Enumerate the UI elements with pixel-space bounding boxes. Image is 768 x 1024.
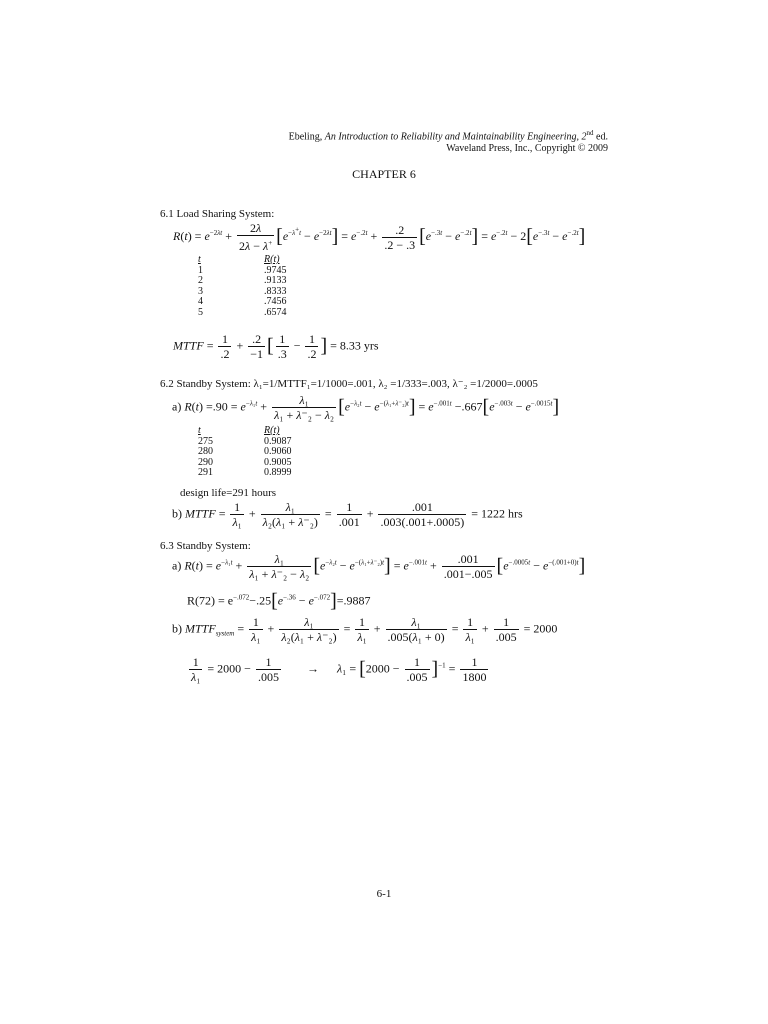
table-cell: 0.8999 <box>264 467 292 478</box>
table-cell: 4 <box>198 296 203 307</box>
table-cell: 290 <box>198 456 213 468</box>
table-cell: 0.9005 <box>264 456 292 468</box>
part-label: a) <box>172 558 182 573</box>
table-header-rt: R(t) <box>264 425 280 436</box>
equation-6-3a: a) $R(t) = e^{-\lambda_1t}$ + $\frac{\text{λ₁}}{\text{λ₁ + λ⁻₂ − λ₂}}$ $[e^{-\lambda_2t} - e^{-(\lambda_1+\lambda^-_2)t}] = e^{-.001t}$ + $\frac{.001}{.001-.005}$ $[e^{-.0005t} - e^{-(.001+0)t}]$ <box>172 552 586 581</box>
section-6-1-heading: 6.1 Load Sharing System: <box>160 208 275 220</box>
equation-6-3b: b) $MTTF_{system}$ = $\frac{1}{\text{λ₁}}$ + $\frac{\text{λ₁}}{\text{λ₂(λ₁ + λ⁻₂)}}$ = $\frac{1}{\text{λ₁}}$ + $\frac{\text{λ₁}}{\text{.005(λ₁ + 0)}}$ = $\frac{1}{\text{λ₁}}$ + $\frac{1}{.005}$ = 2000 <box>172 615 558 644</box>
document-header <box>289 127 608 155</box>
part-label: a) <box>172 399 182 414</box>
equation-6-2a: a) $R(t) =.90 = e^{-\lambda_1t}$ + $\frac{\text{λ₁}}{\text{λ₁ + λ⁻₂ − λ₂}}$ $[e^{-\lambda_2t} - e^{-(\lambda_1+\lambda^-_2)t}] = e^{-.001t} -.667[e^{-.003t} - e^{-.0015t}]$ <box>172 393 560 422</box>
table-header-t: t <box>198 254 201 265</box>
table-6-1 <box>198 255 318 330</box>
table-header-t: t <box>198 425 201 436</box>
table-cell: 291 <box>198 467 213 478</box>
r72-label: R(72) = e <box>187 593 234 608</box>
table-cell: 275 <box>198 435 213 447</box>
mttf-result: = 2000 <box>523 621 558 636</box>
equation-6-1-mttf: MTTF = $\frac{1}{.2}$ + $\frac{.2}{-1}$ [ $\frac{1}{.3}$ − $\frac{1}{.2}$ ] = 8.33 yrs <box>173 332 379 361</box>
section-6-3-heading: 6.3 Standby System: <box>160 540 251 552</box>
equation-6-2b: b) MTTF = $\frac{1}{\text{λ₁}}$ + $\frac{\text{λ₁}}{\text{λ₂(λ₁ + λ⁻₂)}}$ = $\frac{1}{.001}$ + $\frac{.001}{.003(.001+.0005)}$ = 1222 hrs <box>172 500 523 529</box>
chapter-title: CHAPTER 6 <box>352 167 416 181</box>
table-header-rt: R(t) <box>264 254 280 265</box>
table-cell: 2 <box>198 275 203 286</box>
header-citation: Ebeling, An Introduction to Reliability and Maintainability Engineering, 2nd ed. <box>288 129 608 143</box>
table-cell: 280 <box>198 446 213 457</box>
table-cell: 3 <box>198 285 203 297</box>
equation-lambda-solve: $\frac{1}{\text{λ₁}}$ = 2000 − $\frac{1}{.005}$ → λ₁ = [2000 − $\frac{1}{.005}$ ]$^{-1}$ = $\frac{1}{1800}$ <box>191 655 487 684</box>
table-cell: 1 <box>198 264 203 276</box>
table-cell: 0.9060 <box>264 446 292 457</box>
page-number: 6-1 <box>376 888 392 900</box>
table-cell: .6574 <box>264 306 287 318</box>
table-cell: 0.9087 <box>264 435 292 447</box>
design-life-text: design life=291 hours <box>180 487 277 499</box>
table-cell: 5 <box>198 306 203 318</box>
table-cell: .9133 <box>264 275 287 286</box>
mttf-result: = 8.33 yrs <box>330 338 379 353</box>
r72-result: =.9887 <box>336 593 371 608</box>
table-6-2 <box>198 426 318 486</box>
lambda-result: 1800 <box>462 670 487 684</box>
header-publisher: Waveland Press, Inc., Copyright © 2009 <box>446 143 608 155</box>
equation-6-1-reliability: $R(t) = e^{-2\lambda t}$ + $\frac{2\lambda}{2\lambda - \lambda^+}$ $[e^{-\lambda^+t} - e^{-2\lambda t}] = e^{-.2t}$ + $\frac{.2}{.2 - .3}$ $[e^{-.3t} - e^{-.2t}] = e^{-.2t} - 2[e^{-.3t} - e^{-.2t}]$ <box>173 221 586 253</box>
mttf-result: = 1222 hrs <box>471 506 523 521</box>
table-cell: .8333 <box>264 285 287 297</box>
part-label: b) <box>172 621 182 636</box>
equation-r72: $R(72) = e^{-.072}-.25[e^{-.36} - e^{-.072}]=.9887$ <box>187 590 371 612</box>
table-cell: .7456 <box>264 296 287 307</box>
part-label: b) <box>172 506 182 521</box>
section-6-2-heading: 6.2 Standby System: λ₁=1/MTTF₁=1/1000=.001, λ₂ =1/333=.003, λ⁻₂ =1/2000=.0005 <box>160 378 538 390</box>
table-cell: .9745 <box>264 264 287 276</box>
